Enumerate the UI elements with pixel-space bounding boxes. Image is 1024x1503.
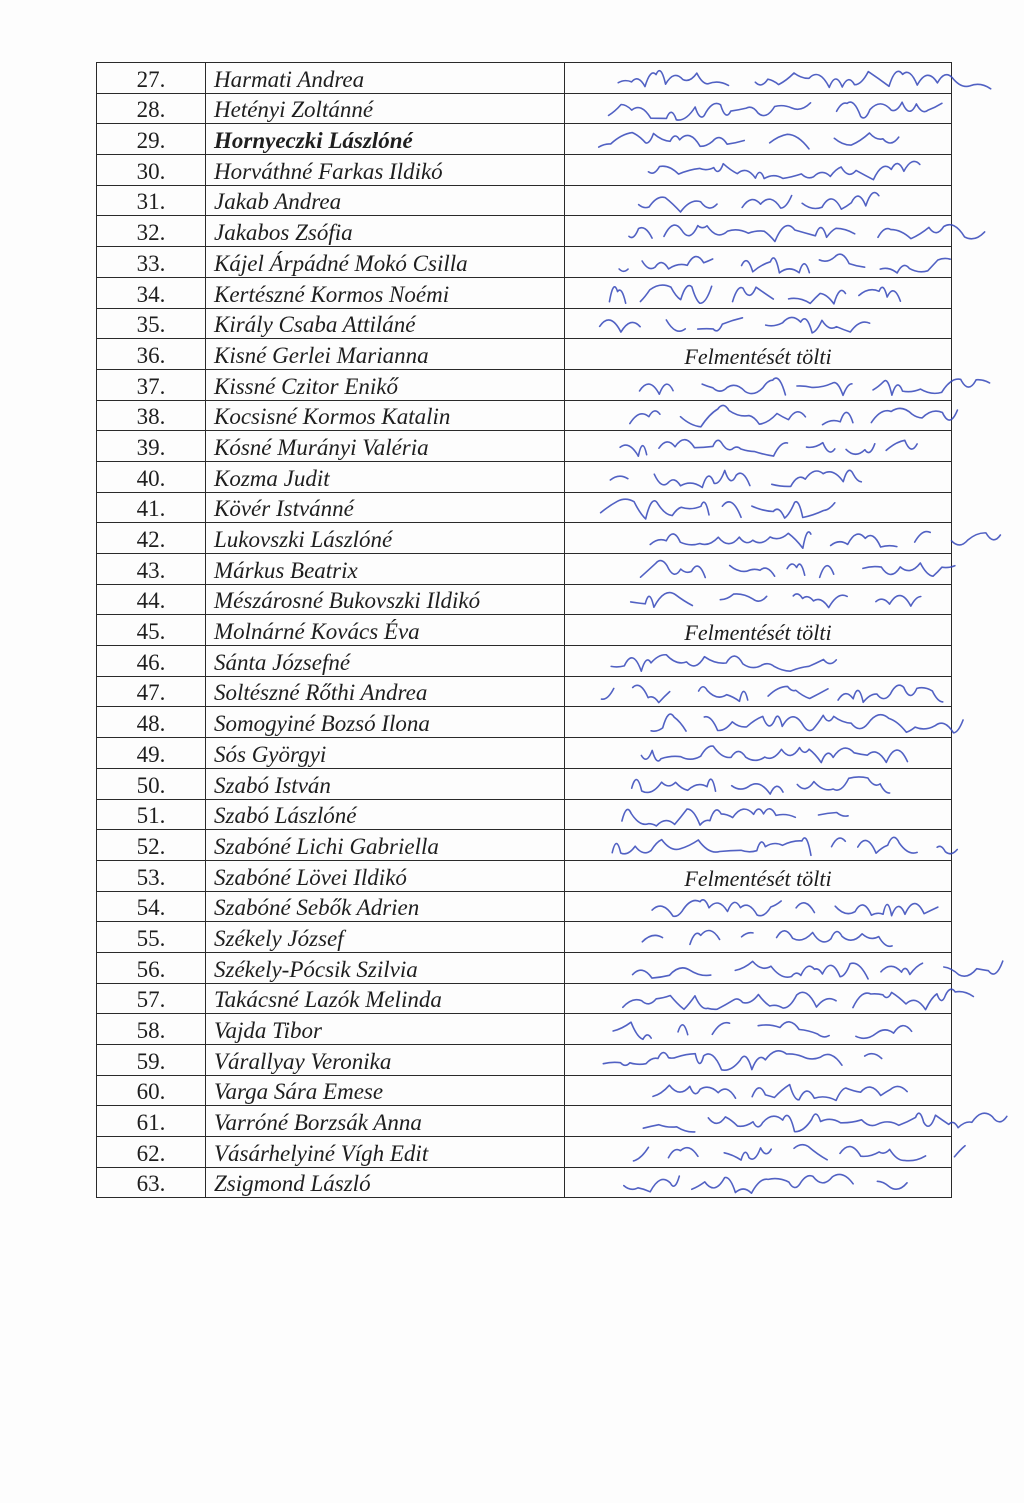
handwritten-signature (565, 182, 951, 220)
table-row (97, 830, 952, 861)
signature-cell (565, 155, 952, 186)
handwritten-signature (565, 888, 951, 926)
table-row (97, 277, 952, 308)
row-number: 42. (97, 523, 206, 554)
exemption-note: Felmentését tölti (684, 865, 832, 891)
person-name: Vásárhelyiné Vígh Edit (206, 1137, 565, 1168)
handwritten-signature (565, 949, 951, 987)
person-name: Kájel Árpádné Mokó Csilla (206, 247, 565, 278)
row-number: 45. (97, 615, 206, 646)
signature-cell (565, 768, 952, 799)
person-name: Szabóné Sebők Adrien (206, 891, 565, 922)
signature-cell (565, 523, 952, 554)
handwritten-signature (565, 458, 951, 496)
signature-cell (565, 584, 952, 615)
table-row (97, 1075, 952, 1106)
person-name: Szabó István (206, 768, 565, 799)
signature-stroke (613, 1022, 937, 1039)
row-number: 48. (97, 707, 206, 738)
row-number: 31. (97, 185, 206, 216)
attendance-table (96, 62, 952, 1198)
table-row (97, 308, 952, 339)
row-number: 51. (97, 799, 206, 830)
row-number: 46. (97, 646, 206, 677)
person-name: Kisné Gerlei Marianna (206, 339, 565, 370)
person-name: Varga Sára Emese (206, 1075, 565, 1106)
signature-cell (565, 1045, 952, 1076)
handwritten-signature (565, 151, 951, 189)
signature-stroke (622, 808, 848, 825)
signature-stroke (612, 837, 957, 855)
row-number: 35. (97, 308, 206, 339)
person-name: Szabóné Lichi Gabriella (206, 830, 565, 861)
row-number: 59. (97, 1045, 206, 1076)
signature-stroke (629, 225, 985, 242)
signature-cell (565, 707, 952, 738)
table-row (97, 216, 952, 247)
person-name: Sós Györgyi (206, 738, 565, 769)
table-row (97, 952, 952, 983)
table-row (97, 369, 952, 400)
handwritten-signature (565, 642, 951, 680)
table-row (97, 63, 952, 94)
person-name: Jakab Andrea (206, 185, 565, 216)
signature-stroke (650, 532, 1000, 549)
row-number: 54. (97, 891, 206, 922)
handwritten-signature (565, 980, 951, 1018)
table-row (97, 646, 952, 677)
table-row (97, 676, 952, 707)
handwritten-signature (565, 366, 951, 404)
signature-stroke (611, 655, 836, 671)
signature-cell (565, 1167, 952, 1198)
row-number: 41. (97, 492, 206, 523)
handwritten-signature (565, 243, 951, 281)
row-number: 34. (97, 277, 206, 308)
row-number: 27. (97, 63, 206, 94)
table-row (97, 247, 952, 278)
person-name: Mészárosné Bukovszki Ildikó (206, 584, 565, 615)
row-number: 47. (97, 676, 206, 707)
signature-cell (565, 185, 952, 216)
handwritten-signature (565, 90, 951, 128)
handwritten-signature (565, 1102, 951, 1140)
signature-cell (565, 369, 952, 400)
person-name: Takácsné Lazók Melinda (206, 983, 565, 1014)
person-name: Lukovszki Lászlóné (206, 523, 565, 554)
handwritten-signature (565, 826, 951, 864)
person-name: Soltészné Rőthi Andrea (206, 676, 565, 707)
table-row (97, 185, 952, 216)
signature-stroke (652, 899, 938, 916)
signature-cell (565, 1014, 952, 1045)
signature-stroke (641, 561, 955, 578)
person-name: Székely-Pócsik Szilvia (206, 952, 565, 983)
row-number: 40. (97, 461, 206, 492)
signature-cell (565, 1075, 952, 1106)
table-row (97, 339, 952, 370)
signature-cell (565, 983, 952, 1014)
person-name: Zsigmond László (206, 1167, 565, 1198)
signature-cell (565, 247, 952, 278)
table-row (97, 922, 952, 953)
person-name: Szabóné Lövei Ildikó (206, 860, 565, 891)
handwritten-signature (565, 703, 951, 741)
handwritten-signature (565, 120, 951, 158)
row-number: 36. (97, 339, 206, 370)
row-number: 32. (97, 216, 206, 247)
signature-stroke (643, 1114, 1007, 1133)
table-row (97, 707, 952, 738)
row-number: 37. (97, 369, 206, 400)
row-number: 53. (97, 860, 206, 891)
signature-stroke (639, 192, 879, 211)
table-row (97, 1106, 952, 1137)
signature-stroke (602, 685, 943, 702)
row-number: 33. (97, 247, 206, 278)
attendance-rows (97, 63, 952, 1198)
signature-cell (565, 799, 952, 830)
person-name: Molnárné Kovács Éva (206, 615, 565, 646)
row-number: 43. (97, 554, 206, 585)
signature-stroke (623, 989, 974, 1010)
person-name: Kertészné Kormos Noémi (206, 277, 565, 308)
row-number: 49. (97, 738, 206, 769)
signature-cell (565, 63, 952, 94)
handwritten-signature (565, 59, 951, 97)
row-number: 28. (97, 93, 206, 124)
signature-cell (565, 676, 952, 707)
signature-cell (565, 891, 952, 922)
handwritten-signature (565, 305, 951, 343)
signature-cell (565, 216, 952, 247)
person-name: Várallyay Veronika (206, 1045, 565, 1076)
row-number: 55. (97, 922, 206, 953)
signature-cell (565, 277, 952, 308)
person-name: Szabó Lászlóné (206, 799, 565, 830)
row-number: 52. (97, 830, 206, 861)
person-name: Kósné Murányi Valéria (206, 431, 565, 462)
row-number: 61. (97, 1106, 206, 1137)
signature-stroke (618, 71, 990, 89)
signature-cell (565, 952, 952, 983)
signature-stroke (632, 777, 890, 794)
table-row (97, 155, 952, 186)
handwritten-signature (565, 1010, 951, 1048)
exemption-note: Felmentését tölti (684, 343, 832, 369)
signature-cell (565, 93, 952, 124)
handwritten-signature (565, 673, 951, 711)
signature-stroke (599, 133, 899, 149)
handwritten-signature (565, 1133, 951, 1171)
signature-cell (565, 554, 952, 585)
table-row (97, 1167, 952, 1198)
signature-stroke (648, 161, 919, 179)
handwritten-signature (565, 1041, 951, 1079)
table-row (97, 615, 952, 646)
exemption-note: Felmentését tölti (684, 620, 832, 646)
signature-stroke (640, 378, 990, 395)
signature-stroke (624, 1174, 929, 1193)
signature-stroke (620, 440, 917, 456)
signature-cell (565, 830, 952, 861)
row-number: 30. (97, 155, 206, 186)
row-number: 62. (97, 1137, 206, 1168)
row-number: 58. (97, 1014, 206, 1045)
signature-cell (565, 461, 952, 492)
handwritten-signature (565, 581, 951, 619)
person-name: Kissné Czitor Enikő (206, 369, 565, 400)
signature-stroke (601, 499, 835, 519)
table-row (97, 400, 952, 431)
table-row (97, 738, 952, 769)
table-row (97, 523, 952, 554)
handwritten-signature (565, 427, 951, 465)
handwritten-signature (565, 1072, 951, 1110)
exemption-note-cell (565, 860, 952, 891)
signature-cell (565, 738, 952, 769)
row-number: 60. (97, 1075, 206, 1106)
table-row (97, 93, 952, 124)
signature-cell (565, 646, 952, 677)
person-name: Hetényi Zoltánné (206, 93, 565, 124)
row-number: 56. (97, 952, 206, 983)
handwritten-signature (565, 212, 951, 250)
signature-stroke (633, 961, 1003, 979)
signature-cell (565, 124, 952, 155)
table-row (97, 461, 952, 492)
person-name: Székely József (206, 922, 565, 953)
signature-stroke (619, 254, 950, 273)
person-name: Márkus Beatrix (206, 554, 565, 585)
table-row (97, 1045, 952, 1076)
handwritten-signature (565, 765, 951, 803)
signature-stroke (651, 714, 963, 733)
signature-cell (565, 1137, 952, 1168)
person-name: Vajda Tibor (206, 1014, 565, 1045)
person-name: Kozma Judit (206, 461, 565, 492)
person-name: Sánta Józsefné (206, 646, 565, 677)
signature-cell (565, 308, 952, 339)
handwritten-signature (565, 1164, 951, 1202)
person-name: Kövér Istvánné (206, 492, 565, 523)
table-row (97, 431, 952, 462)
signature-cell (565, 922, 952, 953)
exemption-note-cell (565, 339, 952, 370)
table-row (97, 860, 952, 891)
row-number: 57. (97, 983, 206, 1014)
row-number: 50. (97, 768, 206, 799)
signature-cell (565, 492, 952, 523)
person-name: Harmati Andrea (206, 63, 565, 94)
row-number: 29. (97, 124, 206, 155)
table-row (97, 584, 952, 615)
person-name: Varróné Borzsák Anna (206, 1106, 565, 1137)
signature-stroke (631, 592, 921, 607)
table-row (97, 492, 952, 523)
person-name: Király Csaba Attiláné (206, 308, 565, 339)
row-number: 38. (97, 400, 206, 431)
handwritten-signature (565, 796, 951, 834)
table-row (97, 891, 952, 922)
exemption-note-cell (565, 615, 952, 646)
signature-stroke (633, 1145, 965, 1161)
table-row (97, 799, 952, 830)
handwritten-signature (565, 274, 951, 312)
row-number: 63. (97, 1167, 206, 1198)
table-row (97, 983, 952, 1014)
row-number: 39. (97, 431, 206, 462)
table-row (97, 554, 952, 585)
table-row (97, 124, 952, 155)
signature-stroke (641, 746, 928, 763)
handwritten-signature (565, 918, 951, 956)
signature-stroke (609, 285, 900, 304)
table-row (97, 1014, 952, 1045)
signature-stroke (603, 1051, 881, 1070)
signature-cell (565, 1106, 952, 1137)
table-row (97, 1137, 952, 1168)
signature-cell (565, 400, 952, 431)
signature-stroke (642, 931, 892, 947)
person-name: Jakabos Zsófia (206, 216, 565, 247)
handwritten-signature (565, 550, 951, 588)
signature-stroke (610, 470, 889, 487)
handwritten-signature (565, 734, 951, 772)
table-row (97, 768, 952, 799)
signature-stroke (630, 405, 958, 426)
handwritten-signature (565, 397, 951, 435)
handwritten-signature (565, 489, 951, 527)
signature-stroke (653, 1084, 907, 1100)
person-name: Kocsisné Kormos Katalin (206, 400, 565, 431)
person-name: Somogyiné Bozsó Ilona (206, 707, 565, 738)
signature-stroke (609, 102, 942, 120)
person-name: Hornyeczki Lászlóné (206, 124, 565, 155)
person-name: Horváthné Farkas Ildikó (206, 155, 565, 186)
row-number: 44. (97, 584, 206, 615)
signature-stroke (600, 317, 870, 332)
handwritten-signature (565, 519, 951, 557)
signature-cell (565, 431, 952, 462)
